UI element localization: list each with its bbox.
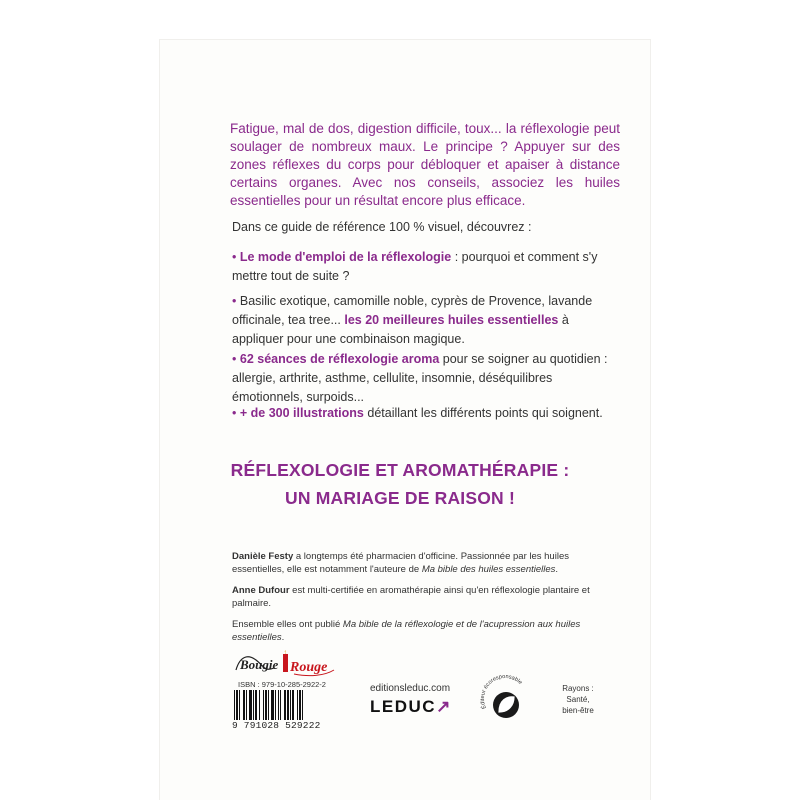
bullet-text: détaillant les différents points qui soignent. bbox=[363, 406, 603, 420]
bullet-text: Basilic exotique, camomille noble, cyprès de Provence, lavande officinale, tea tree... bbox=[232, 294, 593, 327]
rayons-block bbox=[553, 683, 603, 716]
publisher-name: LEDUC bbox=[370, 697, 437, 716]
arrow-icon: ↗ bbox=[436, 697, 452, 716]
rayons-line-2: bien-être bbox=[562, 706, 594, 715]
intro-paragraph: Fatigue, mal de dos, digestion difficile, toux... la réflexologie peut soulager de nombreux maux. Le principe ? Appuyer sur des zones réflexes du corps pour débloquer et apaiser à distance certains organes. Avec nos conseils, associez les huiles essentielles pour un résultat encore plus efficace. bbox=[230, 121, 620, 208]
logo-word-2: Rouge bbox=[290, 660, 328, 675]
bullet-item bbox=[232, 404, 612, 423]
bullet-dot: • bbox=[232, 406, 237, 420]
lead-sentence: Dans ce guide de référence 100 % visuel, découvrez : bbox=[232, 220, 532, 234]
bullet-item bbox=[232, 292, 612, 349]
logo-word-1: Bougie bbox=[240, 657, 279, 672]
bullet-dot: • bbox=[232, 352, 237, 366]
bullet-text: : pourquoi et comment s'y mettre tout de suite ? bbox=[232, 250, 598, 283]
bougie-rouge-logo bbox=[234, 650, 338, 678]
joint-text-end: . bbox=[281, 632, 285, 643]
author-bio bbox=[232, 584, 622, 610]
author-name: Anne Dufour bbox=[232, 585, 290, 596]
barcode bbox=[232, 690, 334, 720]
bullet-item bbox=[232, 248, 612, 286]
bullet-bold: + de 300 illustrations bbox=[239, 406, 364, 420]
rayons-label: Rayons : bbox=[562, 684, 594, 693]
bullet-dot: • bbox=[232, 250, 237, 264]
bullet-item bbox=[232, 350, 612, 407]
joint-text: Ensemble elles ont publié bbox=[232, 619, 343, 630]
bullet-text: pour se soigner au quotidien : allergie, arthrite, asthme, cellulite, insomnie, déséquilibres émotionnels, surpoids... bbox=[232, 352, 608, 404]
barcode-number: 9 791028 529222 bbox=[232, 720, 321, 731]
rayons-line-1: Santé, bbox=[566, 695, 590, 704]
author-text: est multi-certifiée en aromathérapie ainsi qu'en réflexologie plantaire et palmaire. bbox=[232, 585, 590, 609]
bullet-bold: Le mode d'emploi de la réflexologie bbox=[239, 250, 452, 264]
eco-badge bbox=[480, 672, 530, 726]
isbn-label: ISBN : 979-10-285-2922-2 bbox=[238, 680, 326, 689]
author-bio bbox=[232, 550, 622, 576]
bullet-dot: • bbox=[232, 294, 237, 308]
author-text-end: . bbox=[555, 564, 559, 575]
slogan-line-1: RÉFLEXOLOGIE ET AROMATHÉRAPIE : bbox=[230, 460, 570, 480]
author-name: Danièle Festy bbox=[232, 551, 294, 562]
slogan-line-2: UN MARIAGE DE RAISON ! bbox=[285, 488, 515, 508]
book-title: Ma bible de la réflexologie et de l'acupression aux huiles essentielles bbox=[232, 619, 581, 643]
book-title: Ma bible des huiles essentielles bbox=[421, 564, 556, 575]
author-text: a longtemps été pharmacien d'officine. Passionnée par les huiles essentielles, elle est notamment l'auteure de bbox=[232, 551, 569, 575]
bullet-bold: 62 séances de réflexologie aroma bbox=[239, 352, 440, 366]
joint-publication bbox=[232, 618, 622, 644]
publisher-website: editionsleduc.com bbox=[370, 683, 451, 694]
bullet-text: à appliquer pour une combinaison magique. bbox=[232, 313, 569, 346]
publisher-logo bbox=[370, 697, 452, 717]
bullet-bold: les 20 meilleures huiles essentielles bbox=[344, 313, 559, 327]
eco-badge-text: Éditeur écoresponsable bbox=[480, 673, 523, 710]
